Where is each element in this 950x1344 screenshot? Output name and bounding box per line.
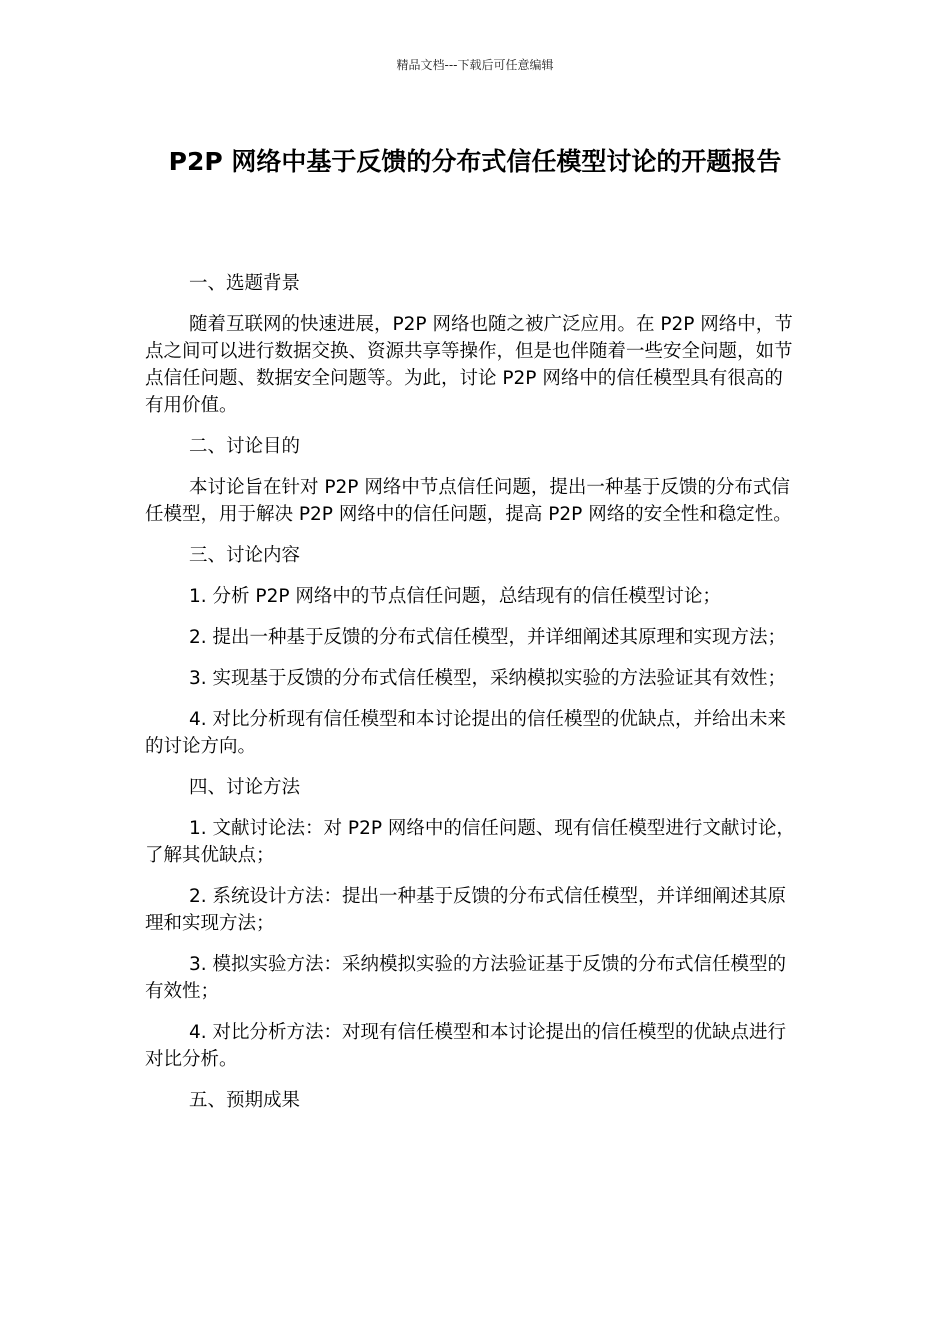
method-item-2: 2. 系统设计方法：提出一种基于反馈的分布式信任模型，并详细阐述其原理和实现方法； bbox=[145, 886, 787, 934]
section-heading-outcomes: 五、预期成果 bbox=[189, 1090, 301, 1111]
content-item-2: 2. 提出一种基于反馈的分布式信任模型，并详细阐述其原理和实现方法； bbox=[189, 627, 787, 648]
header-watermark: 精品文档---下载后可任意编辑 bbox=[396, 58, 554, 72]
section-heading-method: 四、讨论方法 bbox=[189, 777, 301, 798]
document-title: P2P 网络中基于反馈的分布式信任模型讨论的开题报告 bbox=[168, 147, 782, 176]
method-item-1: 1. 文献讨论法：对 P2P 网络中的信任问题、现有信任模型进行文献讨论，了解其优缺点； bbox=[145, 818, 795, 866]
section-heading-background: 一、选题背景 bbox=[189, 273, 301, 294]
content-item-4: 4. 对比分析现有信任模型和本讨论提出的信任模型的优缺点，并给出未来的讨论方向。 bbox=[145, 709, 787, 757]
content-item-3: 3. 实现基于反馈的分布式信任模型，采纳模拟实验的方法验证其有效性； bbox=[189, 668, 787, 689]
section-heading-purpose: 二、讨论目的 bbox=[189, 436, 301, 457]
method-item-4: 4. 对比分析方法：对现有信任模型和本讨论提出的信任模型的优缺点进行对比分析。 bbox=[145, 1022, 787, 1070]
paragraph-purpose: 本讨论旨在针对 P2P 网络中节点信任问题，提出一种基于反馈的分布式信任模型，用于解决 P2P 网络中的信任问题，提高 P2P 网络的安全性和稳定性。 bbox=[145, 477, 792, 525]
document-body bbox=[145, 270, 800, 1128]
method-item-3: 3. 模拟实验方法：采纳模拟实验的方法验证基于反馈的分布式信任模型的有效性； bbox=[145, 954, 787, 1002]
section-heading-content: 三、讨论内容 bbox=[189, 545, 301, 566]
paragraph-background: 随着互联网的快速进展，P2P 网络也随之被广泛应用。在 P2P 网络中，节点之间可以进行数据交换、资源共享等操作，但是也伴随着一些安全问题，如节点信任问题、数据安全问题等。为此，讨论 P2P 网络中的信任模型具有很高的有用价值。 bbox=[145, 314, 793, 416]
content-item-1: 1. 分析 P2P 网络中的节点信任问题，总结现有的信任模型讨论； bbox=[189, 586, 721, 607]
